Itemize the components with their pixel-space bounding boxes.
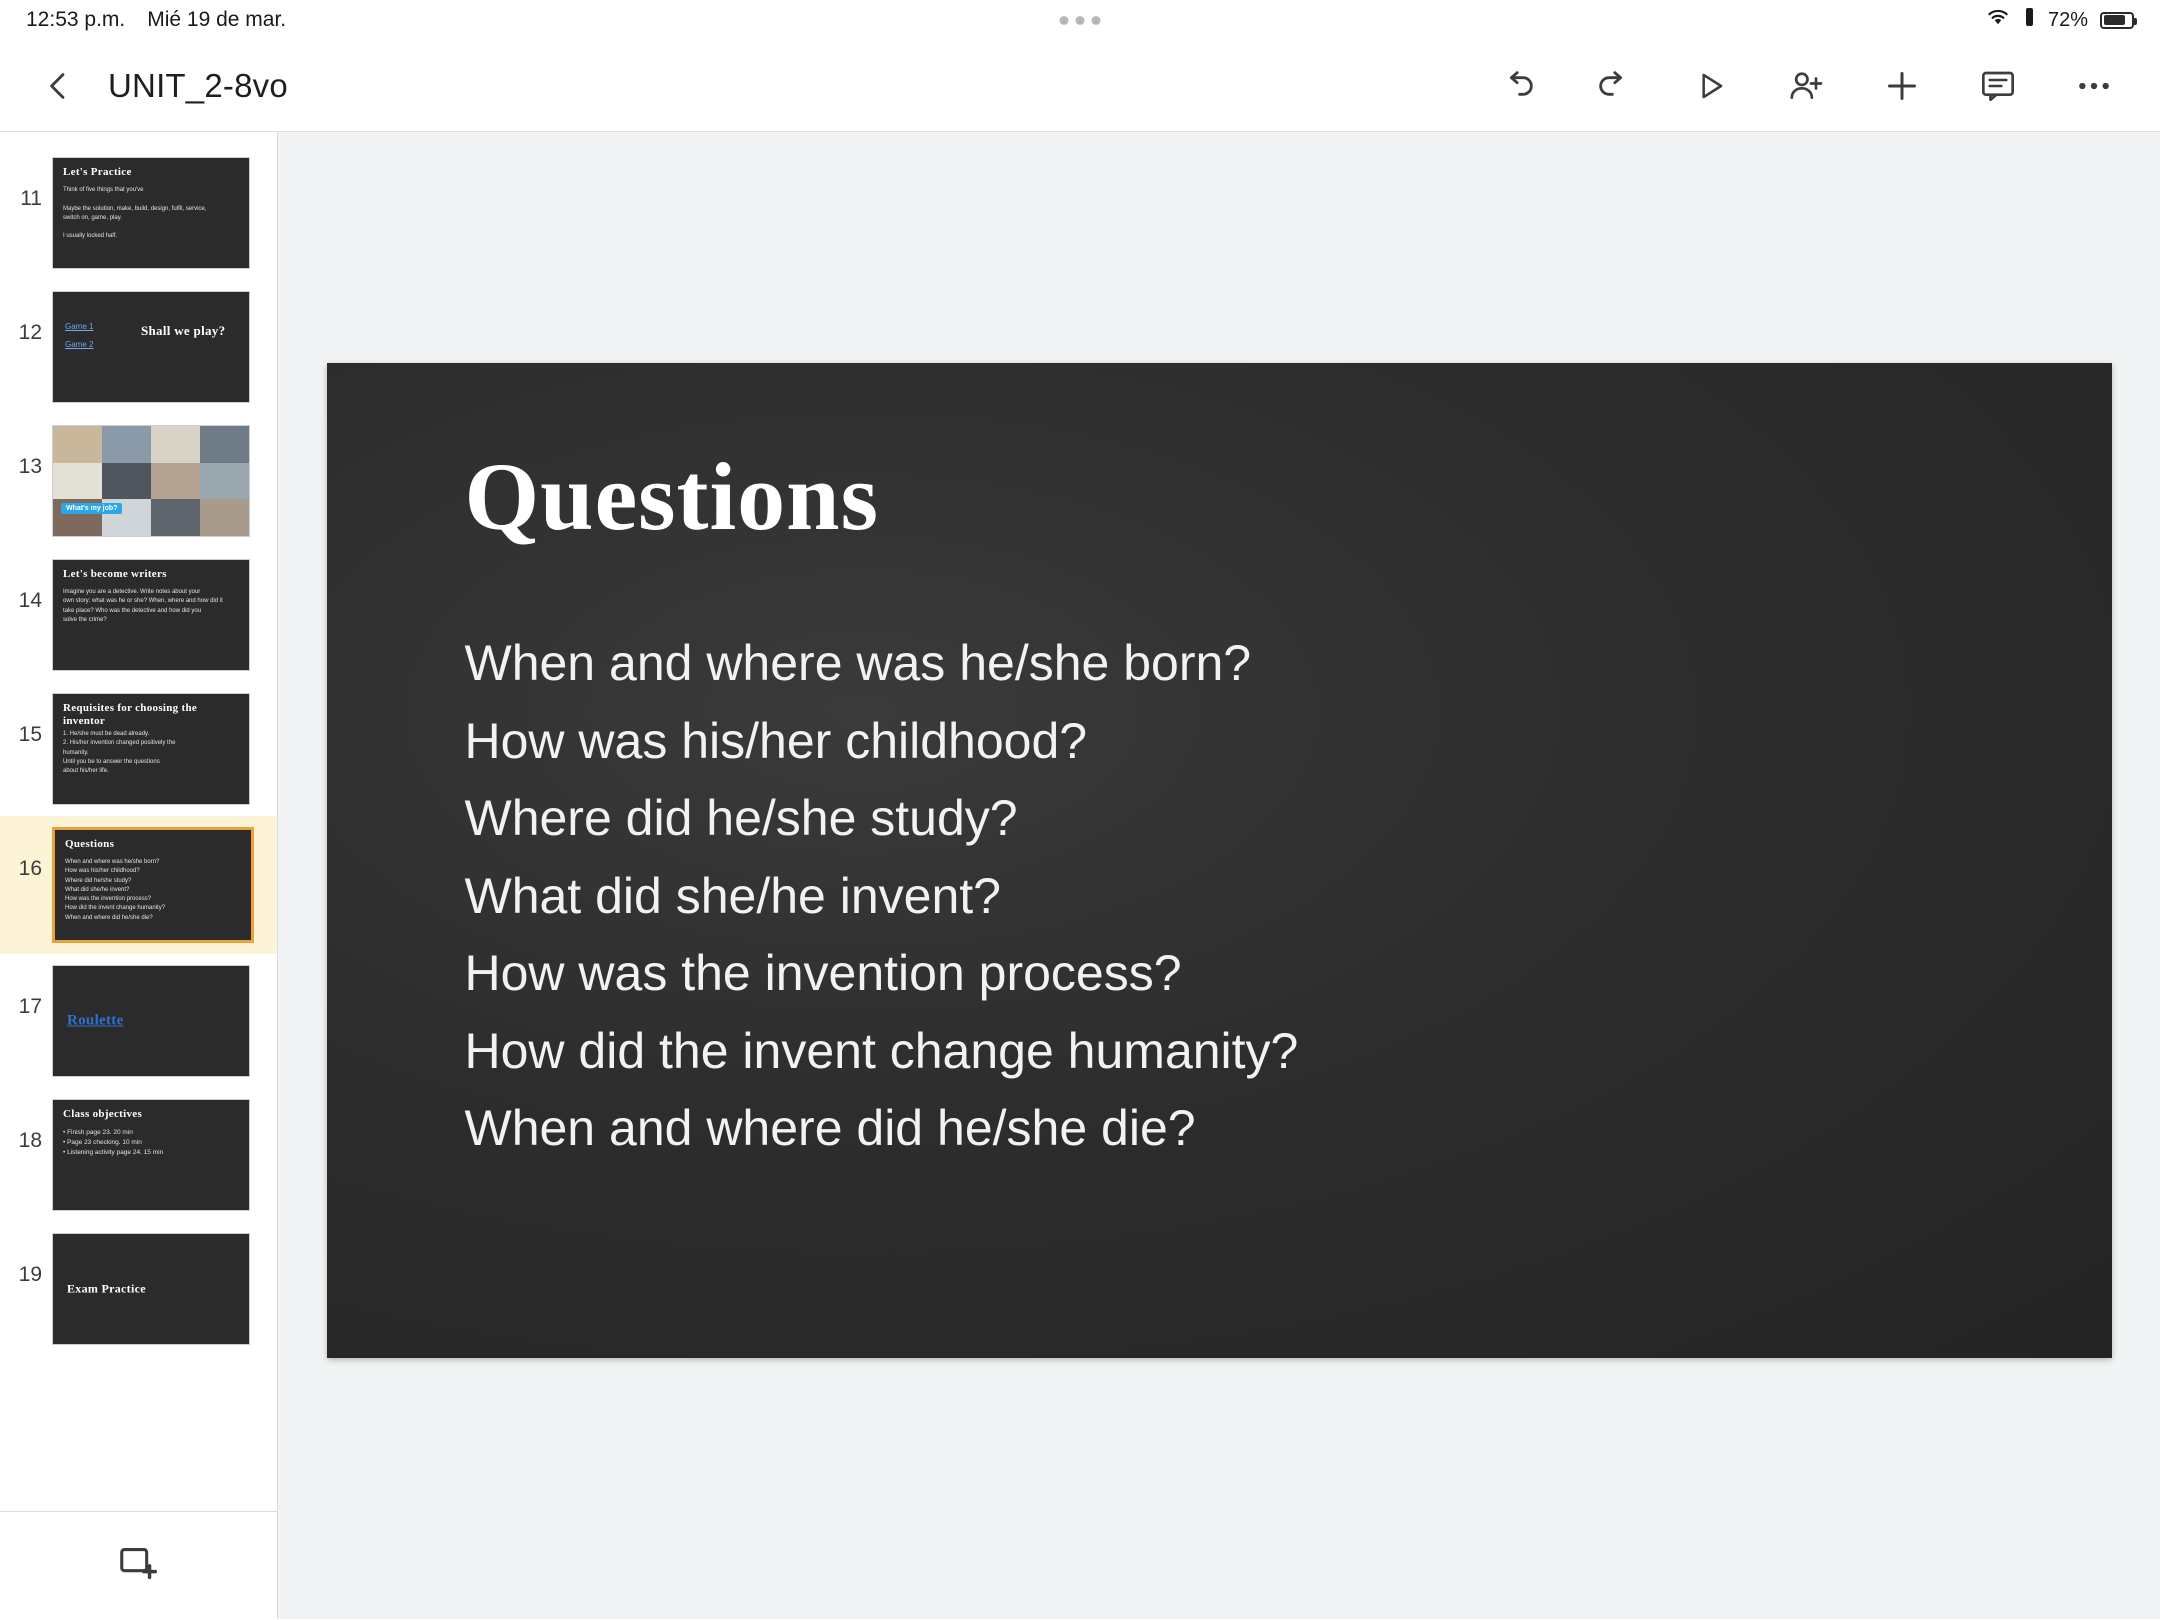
battery-icon-small bbox=[2023, 7, 2036, 33]
back-button[interactable] bbox=[30, 58, 86, 114]
indicator-dot bbox=[1092, 16, 1101, 25]
slide-thumbnail-canvas[interactable] bbox=[52, 693, 250, 805]
slide-line: When and where did he/she die? bbox=[464, 1100, 1196, 1156]
slide-thumbnail-16[interactable] bbox=[0, 816, 277, 954]
slide-line: When and where was he/she born? bbox=[464, 635, 1252, 691]
slide-line: Where did he/she study? bbox=[464, 790, 1018, 846]
thumb-game-links[interactable] bbox=[65, 322, 93, 358]
slide-thumbnail-19[interactable] bbox=[0, 1222, 277, 1356]
slide-line: How did the invent change humanity? bbox=[464, 1022, 1299, 1079]
thumb-link-game-2[interactable]: Game 2 bbox=[65, 340, 94, 349]
comment-button[interactable] bbox=[1972, 60, 2024, 112]
thumb-body: Imagine you are a detective. Write notes about your own story: what was he or she? When, where and how did it take place? Who was the detective and how did you solve the crime? bbox=[63, 589, 223, 623]
slide-thumbnail-canvas[interactable] bbox=[52, 291, 250, 403]
thumb-title: Shall we play? bbox=[141, 323, 226, 338]
slide-thumbnail-18[interactable] bbox=[0, 1088, 277, 1222]
current-slide[interactable] bbox=[327, 363, 2112, 1358]
more-button[interactable] bbox=[2068, 60, 2120, 112]
slide-filmstrip bbox=[0, 132, 278, 1619]
status-bar-indicator-dots bbox=[1060, 16, 1101, 25]
undo-button[interactable] bbox=[1492, 60, 1544, 112]
slide-thumbnail-list[interactable] bbox=[0, 132, 277, 1511]
status-bar-left bbox=[26, 8, 286, 32]
status-time: 12:53 p.m. bbox=[26, 8, 126, 31]
slide-thumbnail-17[interactable] bbox=[0, 954, 277, 1088]
slide-line: How was the invention process? bbox=[464, 945, 1182, 1001]
thumb-title: Exam Practice bbox=[67, 1281, 146, 1296]
thumb-link-game-1[interactable]: Game 1 bbox=[65, 322, 94, 331]
slide-thumbnail-11[interactable] bbox=[0, 146, 277, 280]
indicator-dot bbox=[1060, 16, 1069, 25]
thumb-body: When and where was he/she born? How was his/her childhood? Where did he/she study? What did she/he invent? How was the invention process? How did the invent change humanity? When and where did he/she die? bbox=[65, 859, 166, 921]
thumb-title: Class objectives bbox=[63, 1108, 143, 1120]
slide-thumbnail-14[interactable] bbox=[0, 548, 277, 682]
battery-percent-label: 72% bbox=[2047, 8, 2088, 31]
redo-button[interactable] bbox=[1588, 60, 1640, 112]
filmstrip-footer bbox=[0, 1511, 277, 1619]
slide-number: 19 bbox=[18, 1263, 42, 1286]
add-slide-icon[interactable] bbox=[116, 1540, 162, 1591]
thumb-body: • Finish page 23. 20 min • Page 23 checking. 10 min • Listening activity page 24. 15 min bbox=[63, 1129, 164, 1157]
slide-number: 18 bbox=[18, 1129, 42, 1152]
slide-canvas-area[interactable] bbox=[278, 132, 2160, 1619]
slide-line: What did she/he invent? bbox=[464, 867, 1001, 924]
document-title[interactable]: UNIT_2-8vo bbox=[108, 66, 288, 104]
slide-thumbnail-canvas[interactable] bbox=[52, 965, 250, 1077]
thumb-title: Questions bbox=[65, 838, 115, 850]
slide-number: 16 bbox=[18, 857, 42, 880]
slide-thumbnail-15[interactable] bbox=[0, 682, 277, 816]
slide-thumbnail-canvas[interactable] bbox=[52, 157, 250, 269]
status-bar bbox=[0, 0, 2160, 40]
slide-number: 14 bbox=[18, 589, 42, 612]
slide-thumbnail-13[interactable] bbox=[0, 414, 277, 548]
thumb-title: Roulette bbox=[67, 1012, 124, 1029]
slide-title[interactable]: Questions bbox=[464, 443, 879, 550]
thumb-title: Requisites for choosing the inventor bbox=[63, 702, 198, 727]
toolbar-actions bbox=[1492, 60, 2130, 112]
slide-body[interactable] bbox=[465, 625, 2022, 1168]
app-toolbar bbox=[0, 40, 2160, 132]
share-button[interactable] bbox=[1780, 60, 1832, 112]
workspace bbox=[0, 132, 2160, 1619]
status-date: Mié 19 de mar. bbox=[147, 8, 287, 31]
battery-icon bbox=[2100, 12, 2134, 29]
slide-thumbnail-12[interactable] bbox=[0, 280, 277, 414]
wifi-icon bbox=[1985, 7, 2011, 33]
slide-thumbnail-canvas[interactable] bbox=[52, 425, 250, 537]
thumb-title: Let's Practice bbox=[63, 166, 132, 178]
photo-collage bbox=[53, 426, 249, 536]
thumb-title: Let's become writers bbox=[63, 568, 167, 580]
slide-number: 12 bbox=[18, 321, 42, 344]
slide-thumbnail-canvas[interactable] bbox=[52, 827, 254, 943]
slide-number: 17 bbox=[18, 995, 42, 1018]
slide-number: 13 bbox=[18, 455, 42, 478]
thumb-body: 1. He/she must be dead already. 2. His/her invention changed positively the humanity. Until you be to answer the questions about his/her life. bbox=[63, 731, 176, 775]
thumb-badge: What's my job? bbox=[61, 503, 122, 514]
slide-line: How was his/her childhood? bbox=[464, 712, 1088, 769]
indicator-dot bbox=[1076, 16, 1085, 25]
status-bar-right bbox=[1985, 7, 2134, 33]
slide-thumbnail-canvas[interactable] bbox=[52, 1233, 250, 1345]
thumb-body: Think of five things that you've Maybe the solution, make, build, design, fulfil, service, switch on, game, play. I usually locked half. bbox=[63, 187, 207, 240]
slide-number: 15 bbox=[18, 723, 42, 746]
add-button[interactable] bbox=[1876, 60, 1928, 112]
slide-thumbnail-canvas[interactable] bbox=[52, 559, 250, 671]
present-button[interactable] bbox=[1684, 60, 1736, 112]
slide-number: 11 bbox=[20, 187, 42, 210]
slide-thumbnail-canvas[interactable] bbox=[52, 1099, 250, 1211]
